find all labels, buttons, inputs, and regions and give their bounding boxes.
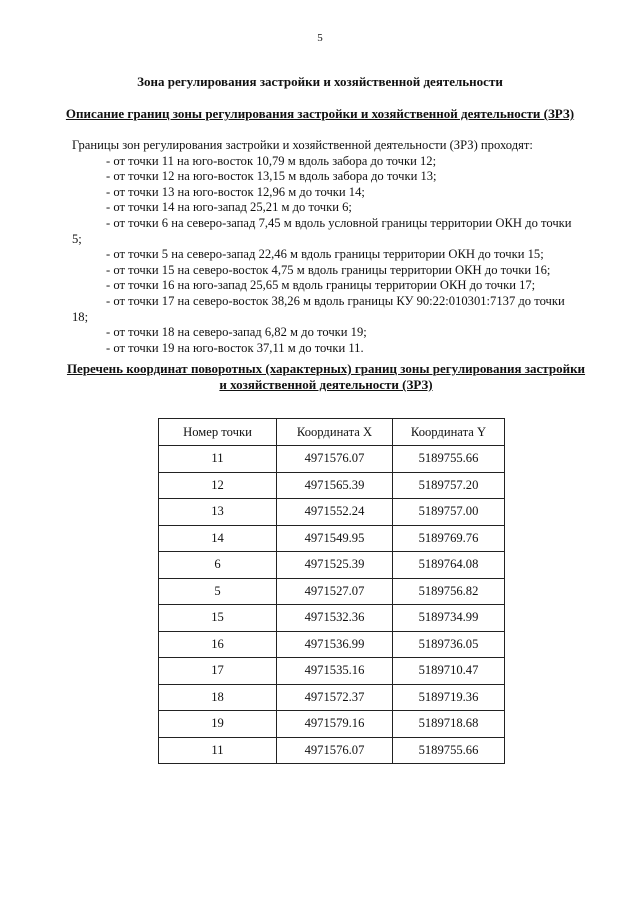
boundary-segment: - от точки 14 на юго-запад 25,21 м до точки 6; — [106, 200, 352, 215]
boundary-segment: - от точки 11 на юго-восток 10,79 м вдоль забора до точки 12; — [106, 153, 437, 168]
point-number: 18 — [159, 684, 277, 711]
coordinate-x: 4971549.95 — [277, 525, 393, 552]
coordinates-table — [158, 418, 505, 764]
section-subtitle: Описание границ зоны регулирования застройки и хозяйственной деятельности (ЗРЗ) — [65, 106, 575, 121]
coordinate-y: 5189718.68 — [393, 711, 505, 738]
boundary-segment: - от точки 16 на юго-запад 25,65 м вдоль границы территории ОКН до точки 17; — [106, 278, 536, 293]
table-row — [159, 684, 505, 711]
coordinate-x: 4971576.07 — [277, 737, 393, 764]
table-row — [159, 552, 505, 579]
table-row — [159, 631, 505, 658]
table-row — [159, 711, 505, 738]
coordinate-y: 5189710.47 — [393, 658, 505, 685]
page-number: 5 — [317, 32, 323, 44]
boundary-segment: - от точки 12 на юго-восток 13,15 м вдоль забора до точки 13; — [106, 169, 437, 184]
header-coordinate-y: Координата Y — [393, 419, 505, 446]
coordinate-x: 4971525.39 — [277, 552, 393, 579]
boundary-segment: - от точки 6 на северо-запад 7,45 м вдоль условной границы территории ОКН до точки 5; — [72, 215, 572, 246]
table-row — [159, 737, 505, 764]
coordinate-x: 4971532.36 — [277, 605, 393, 632]
table-row — [159, 605, 505, 632]
coordinate-y: 5189755.66 — [393, 737, 505, 764]
boundary-segment: - от точки 17 на северо-восток 38,26 м вдоль границы КУ 90:22:010301:7137 до точки 18; — [72, 293, 565, 324]
coordinate-x: 4971576.07 — [277, 446, 393, 473]
boundary-segment: - от точки 15 на северо-восток 4,75 м вдоль границы территории ОКН до точки 16; — [106, 262, 551, 277]
point-number: 6 — [159, 552, 277, 579]
coordinate-x: 4971579.16 — [277, 711, 393, 738]
header-coordinate-x: Координата X — [277, 419, 393, 446]
table-row — [159, 499, 505, 526]
boundary-description — [72, 138, 572, 356]
table-header-row — [159, 419, 505, 446]
point-number: 12 — [159, 472, 277, 499]
coordinate-y: 5189757.20 — [393, 472, 505, 499]
point-number: 11 — [159, 737, 277, 764]
table-row — [159, 472, 505, 499]
coordinate-x: 4971565.39 — [277, 472, 393, 499]
boundary-segment: - от точки 19 на юго-восток 37,11 м до точки 11. — [106, 340, 364, 355]
coordinate-x: 4971536.99 — [277, 631, 393, 658]
coordinate-y: 5189756.82 — [393, 578, 505, 605]
coordinate-y: 5189757.00 — [393, 499, 505, 526]
document-title: Зона регулирования застройки и хозяйственной деятельности — [137, 74, 503, 89]
coordinate-x: 4971535.16 — [277, 658, 393, 685]
boundary-segment: - от точки 5 на северо-запад 22,46 м вдоль границы территории ОКН до точки 15; — [106, 247, 544, 262]
table-row — [159, 578, 505, 605]
point-number: 14 — [159, 525, 277, 552]
description-intro: Границы зон регулирования застройки и хозяйственной деятельности (ЗРЗ) проходят: — [72, 138, 533, 152]
boundary-segment: - от точки 13 на юго-восток 12,96 м до точки 14; — [106, 184, 365, 199]
coordinate-y: 5189719.36 — [393, 684, 505, 711]
header-point-number: Номер точки — [159, 419, 277, 446]
coordinate-x: 4971572.37 — [277, 684, 393, 711]
coordinate-x: 4971552.24 — [277, 499, 393, 526]
table-row — [159, 446, 505, 473]
point-number: 15 — [159, 605, 277, 632]
table-row — [159, 658, 505, 685]
point-number: 11 — [159, 446, 277, 473]
point-number: 17 — [159, 658, 277, 685]
boundary-segment: - от точки 18 на северо-запад 6,82 м до точки 19; — [106, 325, 367, 340]
point-number: 19 — [159, 711, 277, 738]
point-number: 13 — [159, 499, 277, 526]
coordinate-y: 5189764.08 — [393, 552, 505, 579]
coordinates-title: Перечень координат поворотных (характерных) границ зоны регулирования застройки и хозяйственной деятельности (ЗРЗ) — [66, 361, 586, 392]
coordinate-x: 4971527.07 — [277, 578, 393, 605]
coordinate-y: 5189736.05 — [393, 631, 505, 658]
coordinate-y: 5189755.66 — [393, 446, 505, 473]
point-number: 5 — [159, 578, 277, 605]
coordinate-y: 5189769.76 — [393, 525, 505, 552]
coordinate-y: 5189734.99 — [393, 605, 505, 632]
point-number: 16 — [159, 631, 277, 658]
table-row — [159, 525, 505, 552]
